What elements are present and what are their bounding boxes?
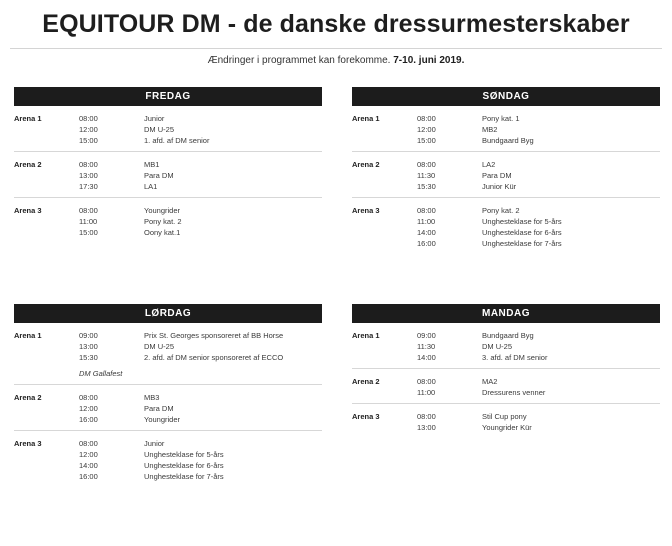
schedule-event: 2. afd. af DM senior sponsoreret af ECCO bbox=[144, 353, 284, 362]
arena-name: Arena 3 bbox=[352, 206, 380, 215]
schedule-row bbox=[14, 181, 322, 192]
arena-section bbox=[14, 106, 322, 152]
title-divider bbox=[10, 48, 662, 49]
schedule-row bbox=[352, 330, 660, 341]
schedule-row bbox=[14, 124, 322, 135]
schedule-event: Prix St. Georges sponsoreret af BB Horse bbox=[144, 331, 284, 340]
schedule-time: 15:00 bbox=[79, 228, 98, 237]
schedule-row bbox=[352, 170, 660, 181]
day-block-mandag bbox=[352, 304, 660, 438]
schedule-row bbox=[352, 205, 660, 216]
arena-section bbox=[14, 152, 322, 198]
schedule-row bbox=[14, 438, 322, 449]
schedule-row bbox=[14, 205, 322, 216]
schedule-event: Unghesteklase for 5-års bbox=[482, 217, 562, 226]
day-block-sondag bbox=[352, 87, 660, 254]
schedule-row bbox=[14, 352, 322, 363]
schedule-event: LA1 bbox=[144, 182, 158, 191]
arena-section bbox=[352, 404, 660, 438]
schedule-row bbox=[352, 422, 660, 433]
schedule-row bbox=[14, 460, 322, 471]
schedule-time: 14:00 bbox=[417, 228, 436, 237]
schedule-row bbox=[352, 238, 660, 249]
schedule-time: 16:00 bbox=[79, 415, 98, 424]
day-header: LØRDAG bbox=[14, 304, 322, 323]
schedule-time: 09:00 bbox=[417, 331, 436, 340]
schedule-row bbox=[352, 124, 660, 135]
schedule-time: 08:00 bbox=[79, 439, 98, 448]
schedule-time: 08:00 bbox=[417, 206, 436, 215]
schedule-row bbox=[352, 227, 660, 238]
schedule-event: MB2 bbox=[482, 125, 498, 134]
schedule-row bbox=[14, 471, 322, 482]
schedule-row bbox=[352, 181, 660, 192]
arena-section bbox=[14, 323, 322, 385]
schedule-event: Junior bbox=[144, 114, 165, 123]
schedule-row bbox=[14, 227, 322, 238]
schedule-time: 15:00 bbox=[79, 136, 98, 145]
schedule-event: Unghesteklase for 7-års bbox=[144, 472, 224, 481]
day-header: SØNDAG bbox=[352, 87, 660, 106]
schedule-time: 16:00 bbox=[417, 239, 436, 248]
schedule-row bbox=[352, 352, 660, 363]
schedule-row bbox=[14, 341, 322, 352]
schedule-time: 08:00 bbox=[417, 377, 436, 386]
arena-section bbox=[352, 369, 660, 404]
page-title: EQUITOUR DM - de danske dressurmesterskaber bbox=[42, 10, 630, 38]
schedule-row bbox=[14, 449, 322, 460]
schedule-event: 1. afd. af DM senior bbox=[144, 136, 210, 145]
schedule-row bbox=[352, 216, 660, 227]
schedule-event: Junior Kür bbox=[482, 182, 517, 191]
subtitle-note: Ændringer i programmet kan forekomme. bbox=[207, 55, 391, 66]
day-header: MANDAG bbox=[352, 304, 660, 323]
schedule-event: Para DM bbox=[144, 404, 174, 413]
schedule-time: 12:00 bbox=[417, 125, 436, 134]
schedule-time: 12:00 bbox=[79, 450, 98, 459]
subtitle bbox=[0, 55, 672, 66]
arena-name: Arena 2 bbox=[352, 377, 380, 386]
schedule-time: 12:00 bbox=[79, 404, 98, 413]
schedule-time: 13:00 bbox=[79, 171, 98, 180]
schedule-time: 08:00 bbox=[79, 114, 98, 123]
schedule-row bbox=[352, 159, 660, 170]
schedule-row bbox=[14, 135, 322, 146]
schedule-row bbox=[14, 159, 322, 170]
schedule-time: 15:00 bbox=[417, 136, 436, 145]
arena-name: Arena 3 bbox=[14, 439, 42, 448]
schedule-row bbox=[14, 330, 322, 341]
schedule-row bbox=[352, 341, 660, 352]
schedule-event: Unghesteklase for 6-års bbox=[482, 228, 562, 237]
arena-section bbox=[14, 198, 322, 243]
schedule-row bbox=[352, 376, 660, 387]
schedule-time: 15:30 bbox=[79, 353, 98, 362]
arena-name: Arena 1 bbox=[14, 331, 42, 340]
arena-name: Arena 1 bbox=[352, 114, 380, 123]
schedule-time: 14:00 bbox=[417, 353, 436, 362]
schedule-event: Para DM bbox=[144, 171, 174, 180]
schedule-event: MA2 bbox=[482, 377, 498, 386]
schedule-time: 11:00 bbox=[79, 217, 98, 226]
schedule-event: LA2 bbox=[482, 160, 496, 169]
schedule-event: DM U-25 bbox=[482, 342, 513, 351]
schedule-time: 16:00 bbox=[79, 472, 98, 481]
schedule-event: Pony kat. 1 bbox=[482, 114, 520, 123]
schedule-event: Youngrider Kür bbox=[482, 423, 532, 432]
schedule-row bbox=[14, 113, 322, 124]
arena-name: Arena 2 bbox=[352, 160, 380, 169]
schedule-event: Bundgaard Byg bbox=[482, 331, 534, 340]
day-block-lordag bbox=[14, 304, 322, 487]
schedule-time: 08:00 bbox=[417, 160, 436, 169]
arena-name: Arena 1 bbox=[352, 331, 380, 340]
schedule-row bbox=[352, 113, 660, 124]
schedule-row bbox=[14, 216, 322, 227]
schedule-event: Pony kat. 2 bbox=[144, 217, 182, 226]
schedule-event: DM U-25 bbox=[144, 342, 175, 351]
arena-name: Arena 1 bbox=[14, 114, 42, 123]
schedule-row bbox=[352, 135, 660, 146]
schedule-event: MB1 bbox=[144, 160, 160, 169]
schedule-event: Unghesteklase for 5-års bbox=[144, 450, 224, 459]
schedule-time: 11:00 bbox=[417, 217, 436, 226]
schedule-time: 13:00 bbox=[79, 342, 98, 351]
arena-section bbox=[14, 431, 322, 487]
schedule-row bbox=[14, 170, 322, 181]
schedule-row bbox=[14, 392, 322, 403]
schedule-row bbox=[352, 387, 660, 398]
schedule-row bbox=[352, 411, 660, 422]
arena-section bbox=[352, 106, 660, 152]
arena-section bbox=[352, 152, 660, 198]
schedule-time: 17:30 bbox=[79, 182, 98, 191]
schedule-time: 15:30 bbox=[417, 182, 436, 191]
schedule-event: Youngrider bbox=[144, 415, 181, 424]
schedule-event: DM U-25 bbox=[144, 125, 175, 134]
arena-note: DM Gallafest bbox=[79, 369, 123, 378]
schedule-event: Unghesteklase for 6-års bbox=[144, 461, 224, 470]
day-header: FREDAG bbox=[14, 87, 322, 106]
schedule-event: Unghesteklase for 7-års bbox=[482, 239, 562, 248]
arena-name: Arena 2 bbox=[14, 393, 42, 402]
schedule-row bbox=[14, 403, 322, 414]
arena-name: Arena 3 bbox=[352, 412, 380, 421]
schedule-time: 08:00 bbox=[417, 412, 436, 421]
schedule-time: 11:00 bbox=[417, 388, 436, 397]
schedule-event: Pony kat. 2 bbox=[482, 206, 520, 215]
schedule-event: Stil Cup pony bbox=[482, 412, 527, 421]
arena-section bbox=[14, 385, 322, 431]
arena-section bbox=[352, 323, 660, 369]
schedule-time: 11:30 bbox=[417, 171, 436, 180]
schedule-time: 08:00 bbox=[79, 206, 98, 215]
schedule-time: 11:30 bbox=[417, 342, 436, 351]
schedule-time: 09:00 bbox=[79, 331, 98, 340]
arena-section bbox=[352, 198, 660, 254]
schedule-time: 12:00 bbox=[79, 125, 98, 134]
schedule-time: 08:00 bbox=[79, 393, 98, 402]
schedule-event: 3. afd. af DM senior bbox=[482, 353, 548, 362]
arena-name: Arena 3 bbox=[14, 206, 42, 215]
schedule-event: Para DM bbox=[482, 171, 512, 180]
schedule-event: Junior bbox=[144, 439, 165, 448]
schedule-time: 14:00 bbox=[79, 461, 98, 470]
schedule-event: Oony kat.1 bbox=[144, 228, 181, 237]
schedule-event: MB3 bbox=[144, 393, 160, 402]
schedule-time: 13:00 bbox=[417, 423, 436, 432]
schedule-time: 08:00 bbox=[79, 160, 98, 169]
schedule-time: 08:00 bbox=[417, 114, 436, 123]
schedule-row bbox=[14, 414, 322, 425]
schedule-event: Youngrider bbox=[144, 206, 181, 215]
arena-name: Arena 2 bbox=[14, 160, 42, 169]
schedule-event: Dressurens venner bbox=[482, 388, 546, 397]
day-block-fredag bbox=[14, 87, 322, 243]
subtitle-dates: 7-10. juni 2019. bbox=[393, 55, 465, 66]
schedule-event: Bundgaard Byg bbox=[482, 136, 534, 145]
